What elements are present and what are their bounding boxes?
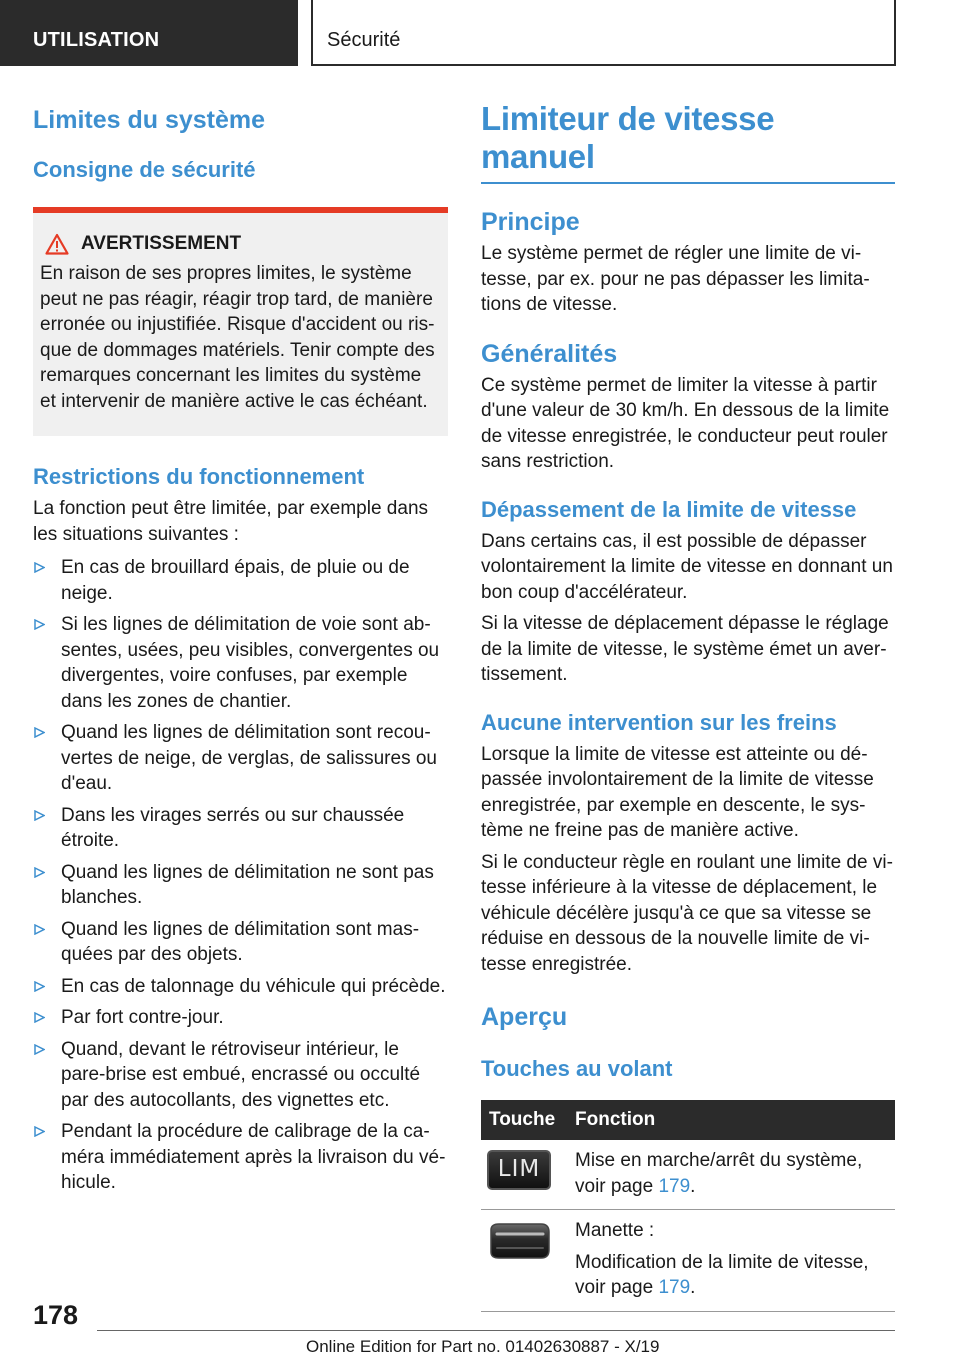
lim-button-icon: [487, 1150, 551, 1190]
footer-divider: [97, 1330, 895, 1331]
table-header-row: [481, 1100, 895, 1140]
lim-button-label: LIM: [497, 1156, 541, 1183]
touches-heading: Touches au volant: [481, 1056, 673, 1081]
column-header-key: Touche: [481, 1100, 567, 1140]
list-item-text: En cas de brouillard épais, de pluie ou de neige.: [61, 557, 410, 604]
triangle-bullet-icon: [34, 1044, 45, 1055]
column-header-function: Fonction: [567, 1100, 895, 1140]
list-item: [33, 803, 448, 854]
left-column: [33, 100, 448, 1202]
function-cell: [567, 1140, 895, 1210]
triangle-bullet-icon: [34, 727, 45, 738]
list-item-text: Si les lignes de délimitation de voie sont absentes, usées, peu visibles, convergentes ou divergentes, voire confuses, par exemple dans les zones de chantier.: [61, 614, 440, 712]
warning-header: [40, 233, 442, 255]
lever-icon: [487, 1220, 551, 1262]
freins-heading: Aucune intervention sur les freins: [481, 709, 837, 735]
warning-label: AVERTISSEMENT: [81, 233, 242, 254]
list-item: [33, 917, 448, 968]
freins-text-2: Si le conducteur règle en roulant une limite de vitesse inférieure à la vitesse de déplacement, le véhicule décélère jusqu'à ce que sa vitesse se réduise en dessous de la nouvelle limite de vitesse enregistrée.: [481, 851, 893, 975]
function-suffix: .: [690, 1175, 696, 1197]
header-chapter-tab: Sécurité: [311, 0, 896, 66]
depassement-heading: Dépassement de la limite de vitesse: [481, 496, 857, 522]
principe-heading: Principe: [481, 208, 580, 236]
freins-text-1: Lorsque la limite de vitesse est atteinte ou dépassée involontairement de la limite de vitesse enregistrée, par exemple en descente, le système ne freine pas de manière active.: [481, 743, 874, 841]
function-text: Modification de la limite de vitesse, voir page: [575, 1251, 869, 1298]
list-item-text: Quand, devant le rétroviseur intérieur, le pare-brise est embué, encrassé ou occulté par des autocollants, des vignettes etc.: [61, 1038, 421, 1111]
key-cell: [481, 1140, 567, 1210]
triangle-bullet-icon: [34, 1012, 45, 1023]
list-item-text: Quand les lignes de délimitation sont masquées par des objets.: [61, 918, 420, 965]
list-item-text: Dans les virages serrés ou sur chaussée étroite.: [61, 804, 405, 851]
warning-text: En raison de ses propres limites, le système peut ne pas réagir, réagir trop tard, de manière erronée ou injustifiée. Risque d'accident ou risque de dommages matériels. Tenir compte des remarques concernant les limites du système et intervenir de manière active le cas échéant.: [40, 263, 435, 412]
principe-text: Le système permet de régler une limite de vitesse, par ex. pour ne pas dépasser les limitations de vitesse.: [481, 243, 870, 315]
table-row: [481, 1210, 895, 1312]
page-number: 178: [33, 1300, 79, 1330]
key-cell: [481, 1210, 567, 1312]
list-item: [33, 555, 448, 606]
apercu-heading: Aperçu: [481, 1003, 568, 1031]
section-subtitle: Consigne de sécurité: [33, 157, 256, 182]
triangle-bullet-icon: [34, 619, 45, 630]
footer-edition: Online Edition for Part no. 01402630887 - X/19: [306, 1337, 660, 1356]
function-text: Mise en marche/arrêt du système, voir page: [575, 1150, 863, 1197]
generalites-heading: Généralités: [481, 339, 618, 368]
warning-triangle-icon: [45, 233, 69, 255]
list-item: [33, 612, 448, 714]
right-column: [481, 100, 895, 1312]
list-item-text: En cas de talonnage du véhicule qui précède.: [61, 975, 446, 997]
list-item: [33, 1005, 448, 1031]
function-suffix: .: [690, 1277, 696, 1298]
header-section-tab: UTILISATION: [0, 0, 298, 66]
table-row: [481, 1140, 895, 1210]
generalites-text: Ce système permet de limiter la vitesse à partir d'une valeur de 30 km/h. En dessous de la limite de vitesse enregistrée, le conducteur peut rouler sans restriction.: [481, 374, 890, 472]
restrictions-heading: Restrictions du fonctionnement: [33, 464, 365, 489]
steering-keys-table: [481, 1100, 895, 1312]
list-item-text: Quand les lignes de délimitation ne sont pas blanches.: [61, 861, 434, 908]
restrictions-intro: La fonction peut être limitée, par exemple dans les situations suivantes :: [33, 498, 429, 545]
section-title: Limites du système: [33, 106, 266, 134]
list-item-text: Quand les lignes de délimitation sont recouvertes de neige, de verglas, de salissures ou d'eau.: [61, 722, 437, 794]
triangle-bullet-icon: [34, 810, 45, 821]
triangle-bullet-icon: [34, 1126, 45, 1137]
function-caption: Manette :: [575, 1220, 655, 1241]
triangle-bullet-icon: [34, 981, 45, 992]
list-item: [33, 1119, 448, 1196]
list-item: [33, 720, 448, 797]
list-item: [33, 1037, 448, 1114]
triangle-bullet-icon: [34, 867, 45, 878]
list-item-text: Pendant la procédure de calibrage de la caméra immédiatement après la livraison du véhicule.: [61, 1121, 446, 1193]
page-link[interactable]: 179: [658, 1277, 691, 1298]
depassement-text-1: Dans certains cas, il est possible de dépasser volontairement la limite de vitesse en donnant un bon coup d'accélérateur.: [481, 530, 893, 603]
chapter-title: Limiteur de vitesse manuel: [481, 100, 895, 184]
depassement-text-2: Si la vitesse de déplacement dépasse le réglage de la limite de vitesse, le système émet un avertissement.: [481, 613, 889, 685]
warning-box: [33, 207, 448, 436]
triangle-bullet-icon: [34, 924, 45, 935]
triangle-bullet-icon: [34, 562, 45, 573]
list-item-text: Par fort contre-jour.: [61, 1007, 224, 1028]
list-item: [33, 974, 448, 1000]
restrictions-list: [33, 555, 448, 1196]
page-link[interactable]: 179: [658, 1175, 691, 1197]
function-cell: [567, 1210, 895, 1312]
list-item: [33, 860, 448, 911]
